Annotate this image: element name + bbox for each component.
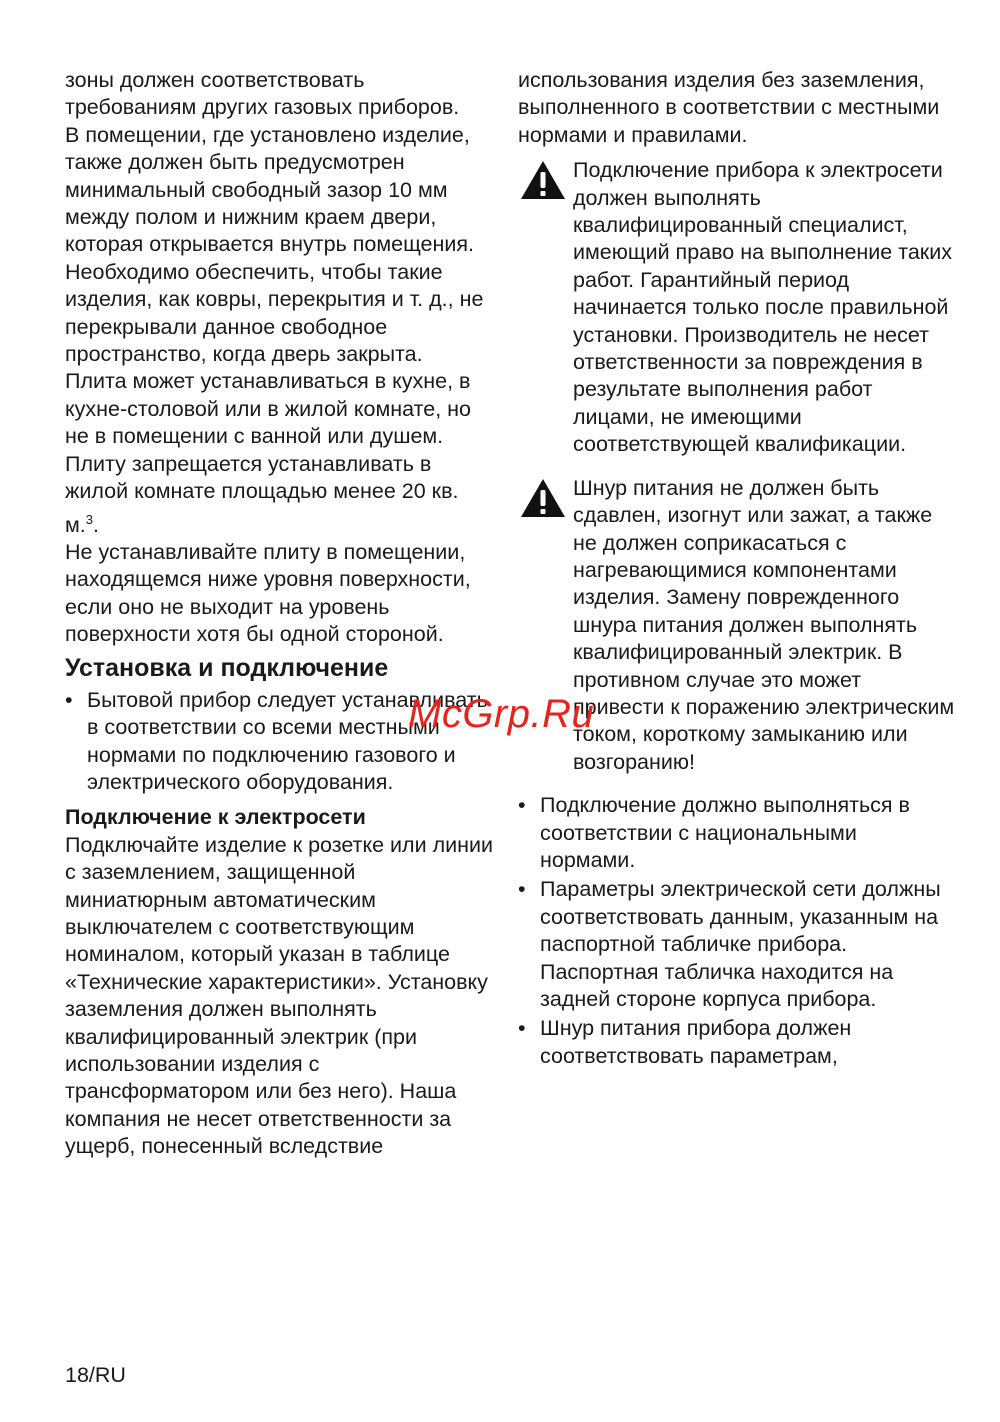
warning-text: Шнур питания не должен быть сдавлен, изогнут или зажат, а также не должен соприкасаться с нагревающимися компонентами изделия. Замену поврежденного шнура питания должен выполнять квалифицированный электрик. В противном случае это может привести к поражению электрическим током, короткому замыканию или возгоранию! — [573, 475, 955, 774]
subsection-heading: Подключение к электросети — [65, 805, 366, 830]
paragraph: Подключайте изделие к розетке или линии с заземлением, защищенной миниатюрным автоматическим выключателем с соответствующим номиналом, который указан в таблице «Технические характеристики». Установку заземления должен выполнять квалифицированный электрик (при использовании изделия с трансформатором или без него). Наша компания не несет ответственности за ущерб, понесенный вследствие — [65, 832, 494, 1159]
paragraph-end: . — [93, 512, 99, 537]
left-column — [65, 67, 495, 1161]
warning-triangle-icon — [520, 160, 566, 200]
list-item: • Бытовой прибор следует устанавливать в соответствии со всеми местными нормами по подключению газового и электрического оборудования. — [65, 687, 495, 797]
warning-text: Подключение прибора к электросети должен выполнять квалифицированный специалист, имеющий право на выполнение таких работ. Гарантийный период начинается только после правильной установки. Производитель не несет ответственности за повреждения в результате выполнения работ лицами, не имеющими соответствующей квалификации. — [573, 158, 952, 457]
watermark: McGrp.Ru — [408, 692, 595, 736]
paragraph: зоны должен соответствовать требованиям других газовых приборов. — [65, 68, 460, 120]
paragraph: В помещении, где установлено изделие, также должен быть предусмотрен минимальный свободный зазор 10 мм между полом и нижним краем двери, которая открывается внутрь помещения. Необходимо обеспечить, чтобы такие изделия, как ковры, перекрытия и т. д., не перекрывали данное свободное пространство, когда дверь закрыта. — [65, 122, 484, 367]
section-heading: Установка и подключение — [65, 653, 389, 682]
warning-triangle-icon — [520, 478, 566, 518]
list-item: • Параметры электрической сети должны соответствовать данным, указанным на паспортной табличке прибора. Паспортная табличка находится на задней стороне корпуса прибора. — [518, 876, 958, 1013]
list-item: • Шнур питания прибора должен соответствовать параметрам, — [518, 1015, 958, 1070]
page-number: 18/RU — [65, 1363, 126, 1387]
right-column — [518, 67, 958, 1072]
bullet-list — [518, 792, 958, 1070]
paragraph-text: Плита может устанавливаться в кухне, в кухне-столовой или в жилой комнате, но не в помещении с ванной или душем. Плиту запрещается устанавливать в жилой комнате площадью менее 20 кв. м. — [65, 369, 471, 537]
warning-block — [518, 157, 958, 458]
paragraph: Не устанавливайте плиту в помещении, находящемся ниже уровня поверхности, если оно не выходит на уровень поверхности хотя бы одной стороной. — [65, 540, 471, 647]
paragraph — [65, 368, 495, 539]
paragraph: использования изделия без заземления, выполненного в соответствии с местными нормами и правилами. — [518, 68, 940, 147]
superscript: 3 — [85, 511, 93, 527]
list-item: • Подключение должно выполняться в соответствии с национальными нормами. — [518, 792, 958, 874]
